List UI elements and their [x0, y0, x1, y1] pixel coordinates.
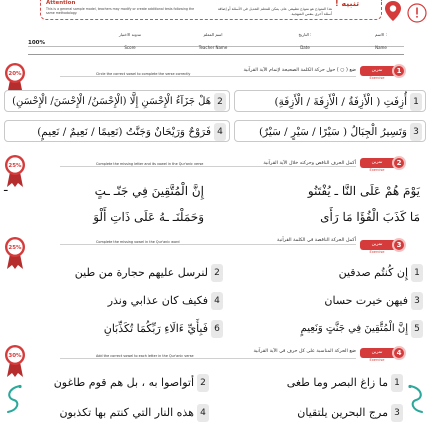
verse-text: يَوْمَ هُمْ عَلَى النَّا ـ يُفْتَنُو: [307, 184, 420, 198]
question-text: هذه النار التي كنتم بها تكذبون: [59, 406, 194, 419]
question-text: إِن كُنتُم صدقين: [338, 266, 408, 279]
score-rosette-icon: [4, 344, 26, 378]
question-number: 4: [214, 123, 226, 141]
question-box: [26, 372, 212, 394]
section-3-row-1: [50, 262, 426, 286]
section-3-instruction-en: Complete the missing vowel in the Qur'anic word: [96, 240, 180, 244]
section-2-row-1: [24, 180, 420, 204]
question-text: لنرسل عليهم حجارة من طين: [74, 266, 208, 279]
exercise-3-tag: تمرين Exercise 3: [360, 240, 404, 256]
question-text: إِنَّ الْمُتَّقِينَ فِي جَنَّتٍ وَنَعِيمٍ: [300, 323, 408, 334]
total-score: 100%: [28, 40, 45, 46]
question-box: [50, 290, 226, 312]
question-text: ما زاغ البصر وما طغى: [286, 376, 388, 389]
attention-title-ar: تنبيه !: [335, 0, 360, 8]
verse-text: إِنَّ الْمُتَّقِينَ فِي جَنّـ ـتٍ: [94, 184, 204, 198]
section-4-row-2: [26, 402, 406, 426]
exercise-2-tag: تمرين Exercise 2: [360, 158, 404, 174]
attention-banner: [0, 0, 430, 24]
field-name: الاسم :: [374, 32, 388, 37]
question-box: [50, 318, 226, 340]
attention-title-en: Attention: [46, 0, 76, 6]
question-text: هَلْ جَزَآءُ الْإِحْسَنِ إِلَّا (الْإِحْسَنُ/ الْإِحْسَنَ/ الْإِحْسَنِ): [12, 96, 211, 107]
section-3-percent: 25%: [8, 245, 22, 251]
question-number: 3: [391, 404, 403, 422]
verse-fragment: ـ: [4, 180, 8, 194]
section-3-row-3: [50, 318, 426, 342]
field-date-en: Date: [300, 45, 310, 50]
question-number: 2: [211, 264, 223, 282]
question-box: [232, 290, 426, 312]
section-4-instruction: [60, 354, 356, 367]
exercise-1-tag: تمرين Exercise 1: [360, 66, 404, 82]
section-4-row-1: [26, 372, 406, 396]
question-box: [4, 120, 230, 142]
question-box: [50, 262, 226, 284]
field-name-en: Name: [375, 45, 387, 50]
attention-body-ar: هذا النموذج هو نموذج تطبيقي عام، يمكن للمعلم التعديل في الأسئلة أو إضافة أسئلة أخرى بنفس المنهجية.: [217, 7, 332, 16]
question-text: مرج البحرين يلتقيان: [297, 406, 388, 419]
field-date: التاريخ :: [298, 32, 312, 37]
question-number: 3: [410, 123, 422, 141]
question-number: 1: [411, 264, 423, 282]
verse-text: وَحَمَلْنَـ ـهُ عَلَى ذَاتِ أَلْوَ: [93, 210, 204, 224]
warning-icon: [406, 2, 428, 24]
question-box: [26, 402, 212, 424]
field-score: مدونة الاختبار: [118, 32, 142, 37]
question-number: 1: [410, 93, 422, 111]
question-box: [222, 372, 406, 394]
question-number: 3: [411, 292, 423, 310]
section-2-percent: 25%: [8, 163, 22, 169]
question-number: 2: [214, 93, 226, 111]
field-score-en: Score: [124, 45, 136, 50]
question-box: [234, 90, 426, 112]
question-text: وَتَسِيرُ الْجِبَالُ ( سَيْرًا / سَيْرٍ / سَيْرٌ): [258, 126, 407, 138]
question-box: [232, 262, 426, 284]
question-text: أُزِفَتِ ( الْأَزِفَةُ / الْأَزِفَةَ / الْأَزِفَةِ): [274, 96, 407, 108]
section-1-instruction-en: Circle the correct vowel to complete the verse correctly: [96, 72, 191, 76]
exercise-4-tag: تمرين Exercise 4: [360, 348, 404, 364]
question-box: [222, 402, 406, 424]
question-box: [234, 120, 426, 142]
student-info-header: [28, 32, 404, 62]
attention-body-en: This is a general sample model, teachers may modify or create additional tests following the same methodology.: [46, 7, 195, 15]
question-number: 6: [211, 320, 223, 338]
question-text: فكيف كان عذابي ونذر: [107, 294, 208, 307]
section-2-instruction-en: Complete the missing letter and its vowel in the Qur'anic verse: [96, 162, 204, 166]
section-1-percent: 20%: [8, 71, 22, 77]
section-4-percent: 30%: [8, 353, 22, 359]
score-rosette-icon: [4, 236, 26, 270]
location-pin-icon: [384, 0, 402, 22]
question-number: 2: [197, 374, 209, 392]
section-2-instruction-ar: أكمل الحرف الناقص وحركته خلال الآية القرآنية: [263, 161, 356, 166]
question-text: فَبِأَيِّ ءَالَاءِ رَبِّكُمَا تُكَذِّبَانِ: [103, 322, 208, 335]
section-1-instruction: [60, 72, 356, 85]
decorative-swirl-icon: [2, 384, 24, 414]
decorative-swirl-icon: [406, 384, 428, 414]
question-text: فَرَوْحٌ وَرَيْحَانٌ وَجَنَّتُ (نَعِيمًا / نَعِيمٌ / نَعِيمٍ): [37, 126, 211, 138]
section-4-instruction-ar: ضع الحركة المناسبة على كل حرف في الآية القرآنية: [253, 349, 356, 354]
field-teacher: اسم المعلم: [203, 32, 223, 37]
section-1-instruction-ar: ضع ( ○ ) حول حركة الكلمة الصحيحة لإتمام الآية القرآنية: [243, 68, 356, 73]
question-number: 4: [211, 292, 223, 310]
section-3-instruction-ar: أكمل الحركة الناقصة في الكلمة القرآنية: [277, 238, 356, 243]
question-box: [232, 318, 426, 340]
header-row-en: [28, 40, 404, 55]
question-box: [4, 90, 230, 112]
section-1-row-2: [4, 120, 426, 144]
question-number: 5: [411, 320, 423, 338]
question-number: 1: [391, 374, 403, 392]
section-2-row-2: [24, 206, 420, 230]
section-3-row-2: [50, 290, 426, 314]
question-number: 4: [197, 404, 209, 422]
question-text: فيهن خيرت حسان: [324, 294, 408, 307]
field-teacher-en: Teacher Name: [198, 45, 228, 50]
section-4-instruction-en: Add the correct vowel to each letter in the Qur'anic verse: [96, 354, 194, 358]
question-text: أتواصوا به ، بل هم قوم طاغون: [53, 376, 194, 389]
verse-text: مَا كَذَبَ الْفُؤَا مَا رَأَى: [320, 210, 420, 224]
section-1-row-1: [4, 90, 426, 114]
